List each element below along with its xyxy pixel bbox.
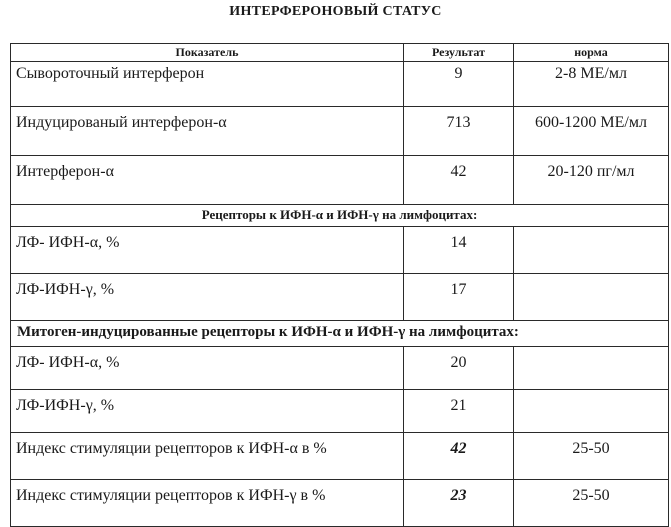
table-row xyxy=(11,480,669,527)
section-row xyxy=(11,205,669,227)
table-row xyxy=(11,107,669,156)
section-heading-receptors: Рецепторы к ИФН-α и ИФН-γ на лимфоцитах: xyxy=(11,205,669,227)
row-label: Индекс стимуляции рецепторов к ИФН-α в % xyxy=(11,433,404,480)
row-label: Интерферон-α xyxy=(11,156,404,205)
interferon-status-table xyxy=(10,43,669,527)
row-result: 17 xyxy=(404,274,514,321)
row-norm: 25-50 xyxy=(514,433,669,480)
row-norm: 600-1200 МЕ/мл xyxy=(514,107,669,156)
table-row xyxy=(11,227,669,274)
row-norm xyxy=(514,347,669,390)
section-row xyxy=(11,321,669,347)
row-result: 42 xyxy=(404,156,514,205)
row-label: Индекс стимуляции рецепторов к ИФН-γ в % xyxy=(11,480,404,527)
row-label: Индуцированый интерферон-α xyxy=(11,107,404,156)
header-indicator: Показатель xyxy=(11,44,404,62)
row-result: 20 xyxy=(404,347,514,390)
table-row xyxy=(11,433,669,480)
row-norm xyxy=(514,390,669,433)
row-result: 713 xyxy=(404,107,514,156)
row-label: ЛФ-ИФН-γ, % xyxy=(11,274,404,321)
row-result: 14 xyxy=(404,227,514,274)
row-label: Сывороточный интерферон xyxy=(11,62,404,107)
row-norm: 20-120 пг/мл xyxy=(514,156,669,205)
row-result: 23 xyxy=(404,480,514,527)
row-norm xyxy=(514,227,669,274)
header-result: Результат xyxy=(404,44,514,62)
row-norm xyxy=(514,274,669,321)
row-result: 9 xyxy=(404,62,514,107)
table-row xyxy=(11,347,669,390)
row-label: ЛФ- ИФН-α, % xyxy=(11,227,404,274)
table-row xyxy=(11,156,669,205)
table-row xyxy=(11,274,669,321)
row-label: ЛФ- ИФН-α, % xyxy=(11,347,404,390)
row-label: ЛФ-ИФН-γ, % xyxy=(11,390,404,433)
row-result: 42 xyxy=(404,433,514,480)
table-row xyxy=(11,62,669,107)
row-norm: 2-8 МЕ/мл xyxy=(514,62,669,107)
section-heading-mitogen: Митоген-индуцированные рецепторы к ИФН-α и ИФН-γ на лимфоцитах: xyxy=(11,321,669,347)
header-norm: норма xyxy=(514,44,669,62)
table-row xyxy=(11,390,669,433)
document-title: ИНТЕРФЕРОНОВЫЙ СТАТУС xyxy=(229,4,442,19)
table-header-row xyxy=(11,44,669,62)
row-norm: 25-50 xyxy=(514,480,669,527)
row-result: 21 xyxy=(404,390,514,433)
